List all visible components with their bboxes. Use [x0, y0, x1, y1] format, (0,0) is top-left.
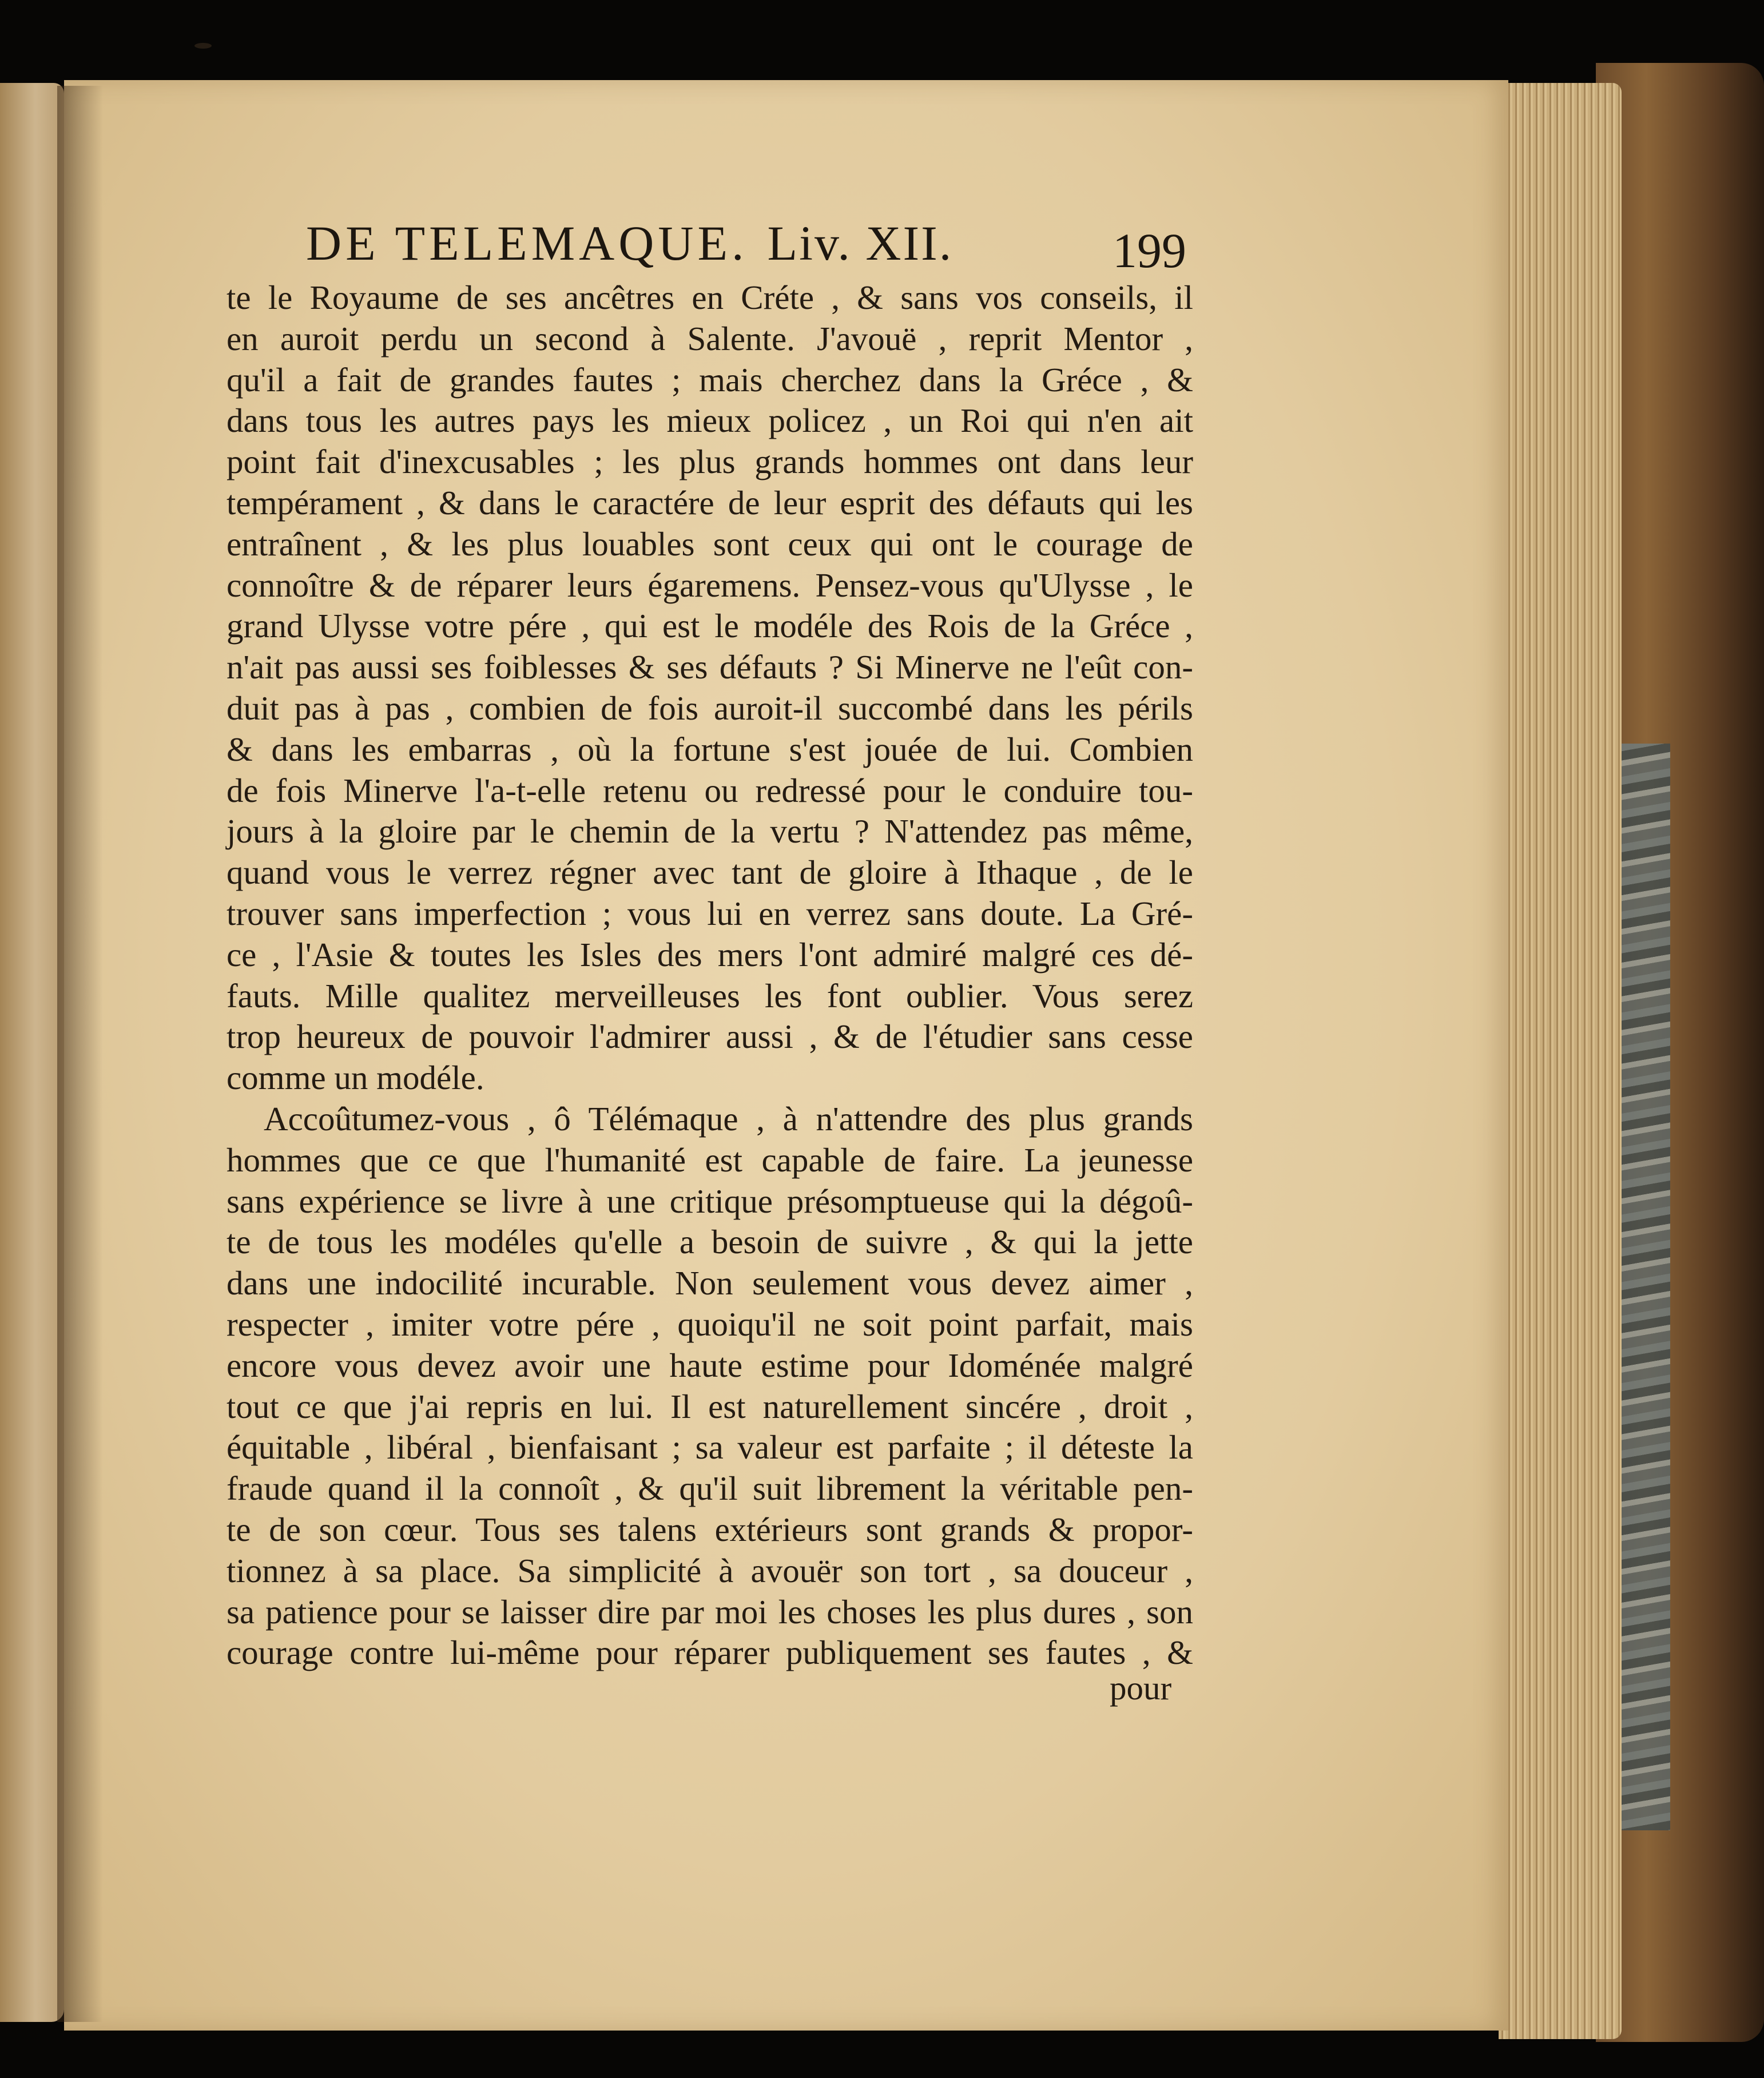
- text-line: trop heureux de pouvoir l'admirer aussi , & de l'étudier sans cesse: [227, 1018, 1193, 1056]
- text-line: encore vous devez avoir une haute estime pour Idoménée malgré: [227, 1346, 1193, 1384]
- text-line: & dans les embarras , où la fortune s'est jouée de lui. Combien: [227, 730, 1193, 768]
- text-line: entraînent , & les plus louables sont ceux qui ont le courage de: [227, 525, 1193, 563]
- text-line: te le Royaume de ses ancêtres en Créte , & sans vos conseils, il: [227, 279, 1193, 316]
- text-line: tout ce que j'ai repris en lui. Il est naturellement sincére , droit ,: [227, 1387, 1193, 1425]
- previous-page-edge: [0, 83, 64, 2022]
- text-line: comme un modéle.: [227, 1059, 484, 1097]
- running-head: [306, 214, 1221, 277]
- paper-speck: [194, 43, 212, 49]
- text-line: équitable , libéral , bienfaisant ; sa valeur est parfaite ; il déteste la: [227, 1428, 1193, 1467]
- text-line: sa patience pour se laisser dire par moi les choses les plus dures , son: [227, 1592, 1193, 1631]
- paragraph-2: [227, 1099, 1193, 1674]
- text-line: respecter , imiter votre pére , quoiqu'il ne soit point parfait, mais: [227, 1305, 1193, 1343]
- text-line: te de son cœur. Tous ses talens extérieurs sont grands & propor-: [227, 1510, 1193, 1548]
- text-block: [227, 277, 1193, 1674]
- text-line: trouver sans imperfection ; vous lui en verrez sans doute. La Gré-: [227, 894, 1193, 932]
- text-line: de fois Minerve l'a-t-elle retenu ou redressé pour le conduire tou-: [227, 771, 1193, 809]
- catchword: pour: [1110, 1669, 1172, 1707]
- text-line: duit pas à pas , combien de fois auroit-il succombé dans les périls: [227, 689, 1193, 727]
- text-line: fauts. Mille qualitez merveilleuses les font oublier. Vous serez: [227, 976, 1193, 1015]
- text-line: courage contre lui-même pour réparer publiquement ses fautes , &: [227, 1634, 1193, 1672]
- text-line: jours à la gloire par le chemin de la vertu ? N'attendez pas même,: [227, 812, 1193, 851]
- marbled-endpaper: [1619, 744, 1670, 1830]
- text-line: dans une indocilité incurable. Non seulement vous devez aimer ,: [227, 1264, 1193, 1302]
- text-line: Accoûtumez-vous , ô Télémaque , à n'attendre des plus grands: [264, 1099, 1193, 1138]
- running-title: DE TELEMAQUE.: [306, 216, 748, 271]
- text-line: n'ait pas aussi ses foiblesses & ses défauts ? Si Minerve ne l'eût con-: [227, 648, 1193, 686]
- text-line: grand Ulysse votre pére , qui est le modéle des Rois de la Gréce ,: [227, 607, 1193, 645]
- paragraph-1: [227, 277, 1193, 1099]
- text-line: quand vous le verrez régner avec tant de gloire à Ithaque , de le: [227, 853, 1193, 892]
- text-line: sans expérience se livre à une critique présomptueuse qui la dégoû-: [227, 1182, 1193, 1220]
- text-line: tionnez à sa place. Sa simplicité à avouër son tort , sa douceur ,: [227, 1551, 1193, 1590]
- text-line: en auroit perdu un second à Salente. J'avouë , reprit Mentor ,: [227, 319, 1193, 357]
- book-number: Liv. XII.: [767, 216, 953, 271]
- text-line: tempérament , & dans le caractére de leur esprit des défauts qui les: [227, 483, 1193, 522]
- text-line: point fait d'inexcusables ; les plus grands hommes ont dans leur: [227, 443, 1193, 481]
- page-fore-edge: [1499, 83, 1622, 2039]
- text-line: connoître & de réparer leurs égaremens. Pensez-vous qu'Ulysse , le: [227, 566, 1193, 604]
- text-line: dans tous les autres pays les mieux policez , un Roi qui n'en ait: [227, 402, 1193, 440]
- text-line: ce , l'Asie & toutes les Isles des mers l'ont admiré malgré ces dé-: [227, 935, 1193, 974]
- text-line: te de tous les modéles qu'elle a besoin de suivre , & qui la jette: [227, 1223, 1193, 1261]
- gutter-shadow: [57, 86, 103, 2022]
- text-line: qu'il a fait de grandes fautes ; mais cherchez dans la Gréce , &: [227, 360, 1193, 399]
- text-line: fraude quand il la connoît , & qu'il suit librement la véritable pen-: [227, 1469, 1193, 1508]
- text-line: hommes que ce que l'humanité est capable de faire. La jeunesse: [227, 1141, 1193, 1179]
- page-number: 199: [1113, 223, 1186, 278]
